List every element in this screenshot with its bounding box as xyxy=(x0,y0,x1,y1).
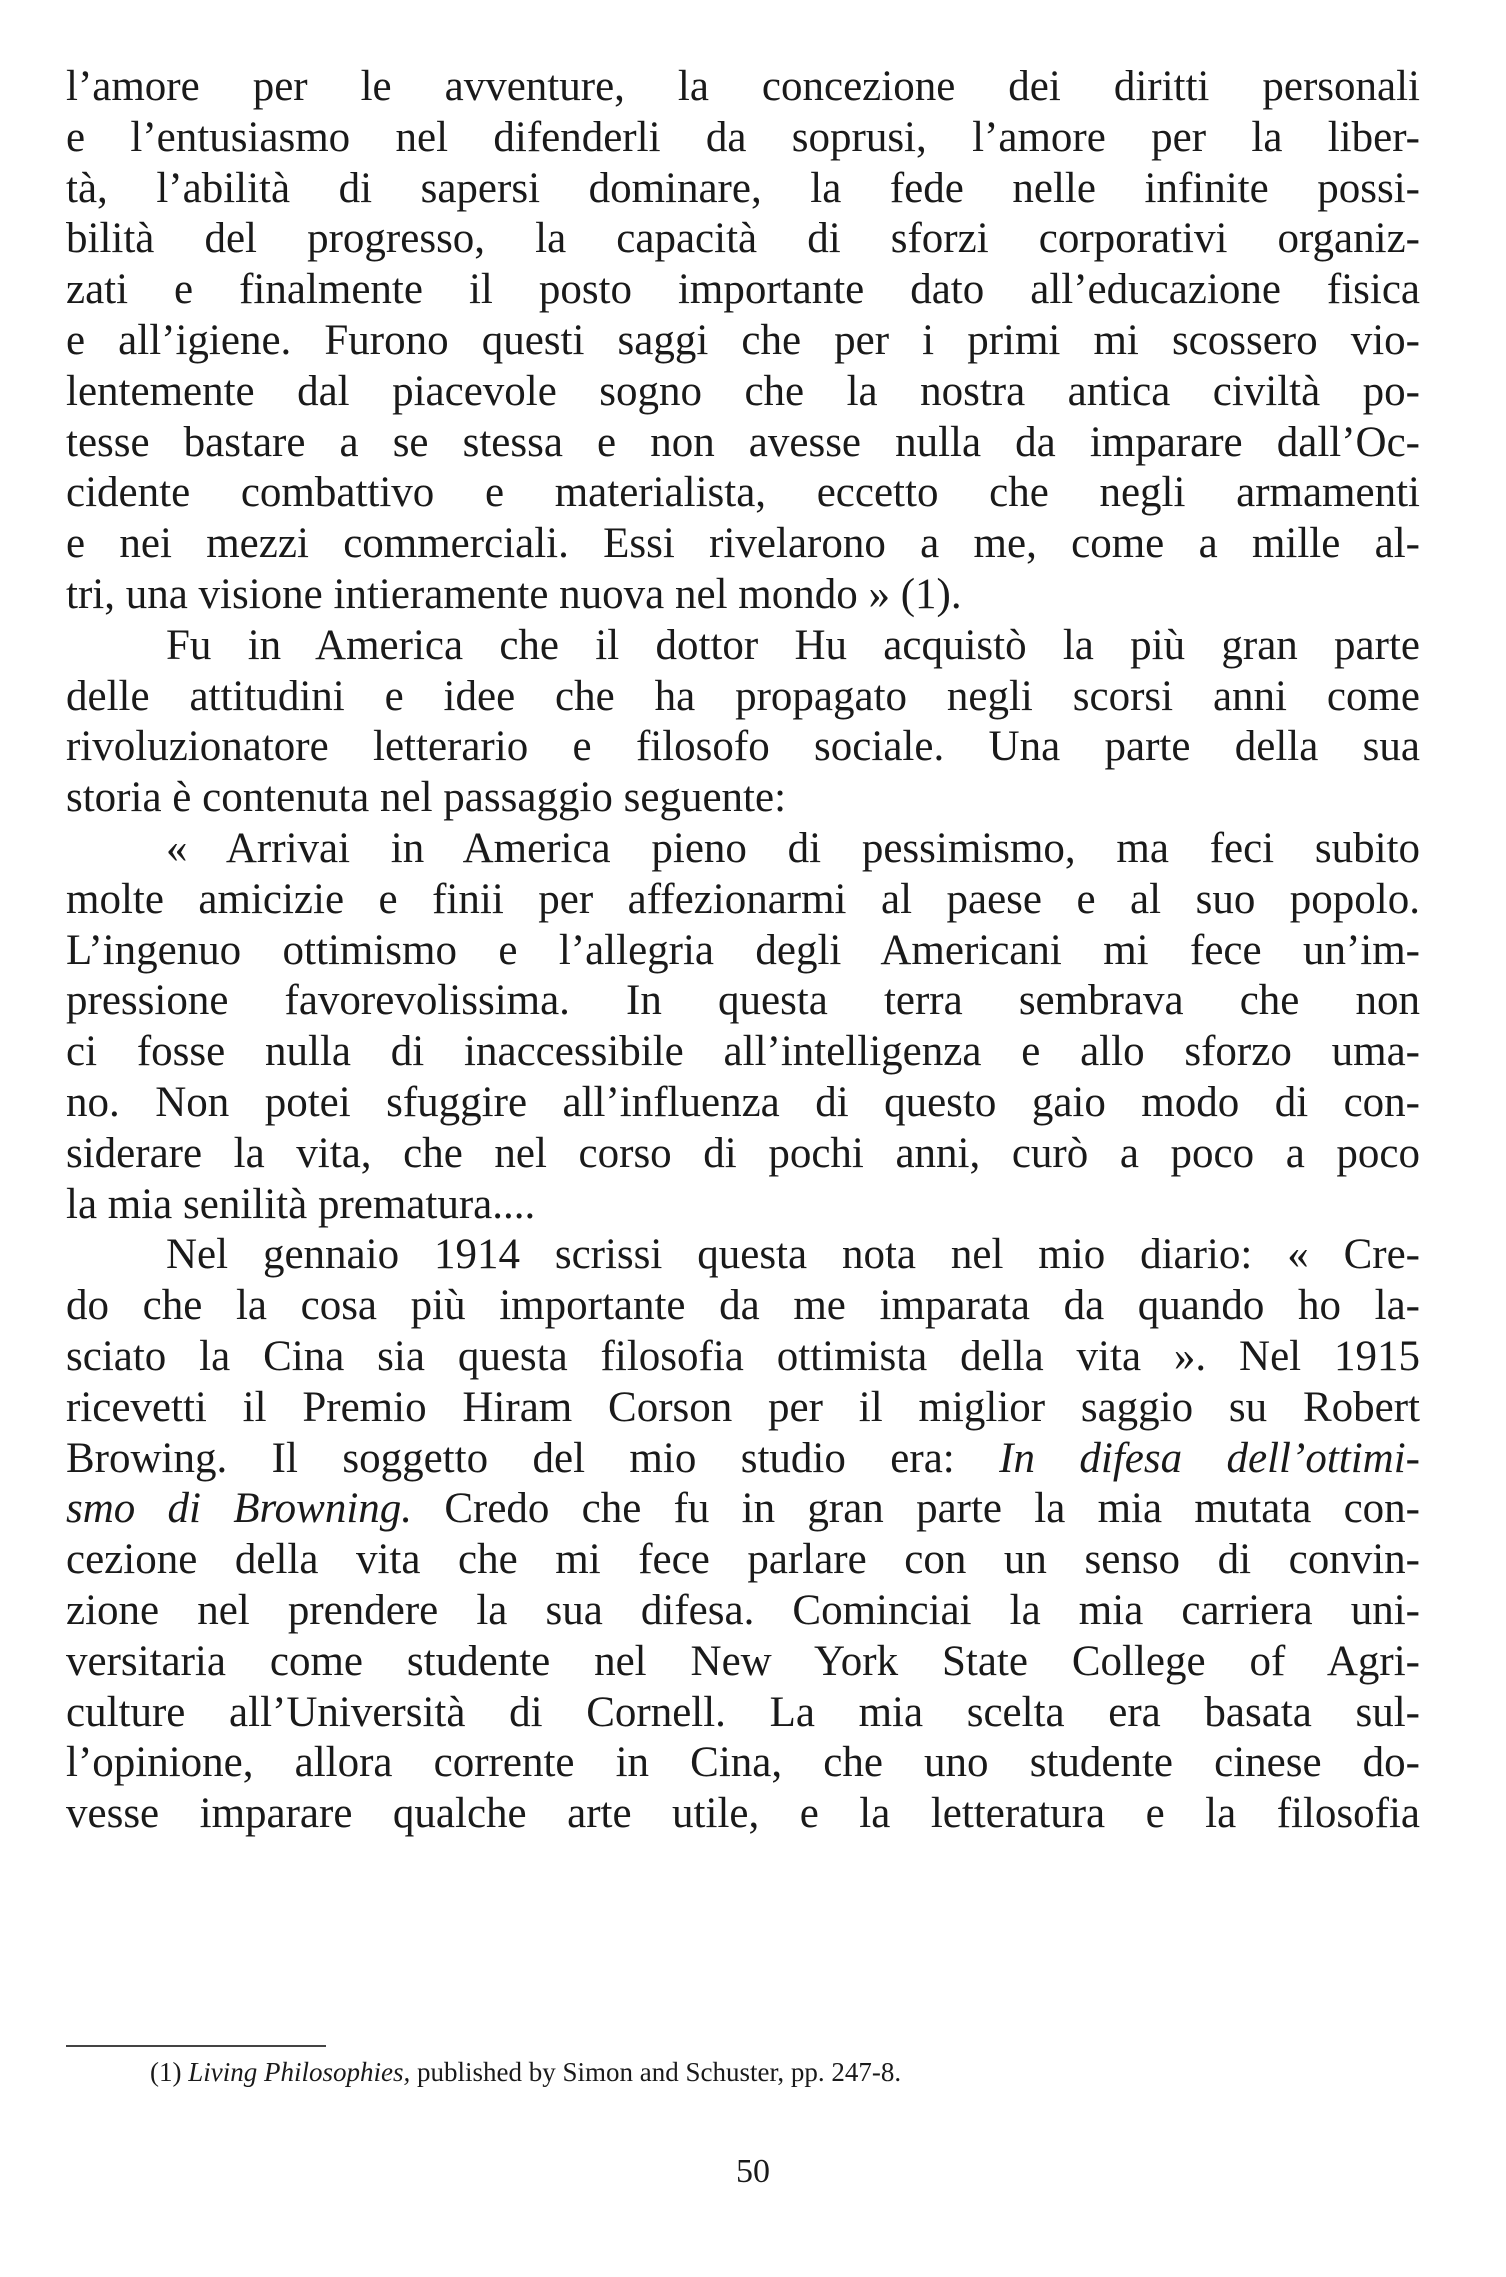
text-line: ricevetti il Premio Hiram Corson per il miglior saggio su Robert xyxy=(66,1384,1420,1431)
footnote xyxy=(150,2055,901,2089)
text-line: sciato la Cina sia questa filosofia ottimista della vita ». Nel 1915 xyxy=(66,1333,1420,1380)
text-line: e nei mezzi commerciali. Essi rivelarono a me, come a mille al- xyxy=(66,520,1420,567)
text-line: Fu in America che il dottor Hu acquistò la più gran parte xyxy=(166,622,1420,669)
text-line: l’amore per le avventure, la concezione dei diritti personali xyxy=(66,63,1420,110)
text-line: lentemente dal piacevole sogno che la nostra antica civiltà po- xyxy=(66,368,1420,415)
text-line: tesse bastare a se stessa e non avesse nulla da imparare dall’Oc- xyxy=(66,419,1420,466)
text-line: L’ingenuo ottimismo e l’allegria degli Americani mi fece un’im- xyxy=(66,927,1420,974)
text-line: zati e finalmente il posto importante dato all’educazione fisica xyxy=(66,266,1420,313)
text-line-segment: Credo che fu in gran parte la mia mutata con- xyxy=(444,1485,1420,1532)
text-line: l’opinione, allora corrente in Cina, che uno studente cinese do- xyxy=(66,1739,1420,1786)
text-line: tri, una visione intieramente nuova nel mondo » (1). xyxy=(66,571,962,618)
text-line: ci fosse nulla di inaccessibile all’intelligenza e allo sforzo uma- xyxy=(66,1028,1420,1075)
text-line: storia è contenuta nel passaggio seguente: xyxy=(66,774,787,821)
text-line: vesse imparare qualche arte utile, e la letteratura e la filosofia xyxy=(66,1790,1420,1837)
text-line: Nel gennaio 1914 scrissi questa nota nel mio diario: « Cre- xyxy=(166,1231,1420,1278)
text-line: versitaria come studente nel New York State College of Agri- xyxy=(66,1638,1420,1685)
text-line: molte amicizie e finii per affezionarmi al paese e al suo popolo. xyxy=(66,876,1420,923)
italic-title: In difesa dell’ottimi- xyxy=(999,1435,1420,1482)
italic-title: smo di Browning. xyxy=(66,1485,413,1532)
text-line: e all’igiene. Furono questi saggi che per i primi mi scossero vio- xyxy=(66,317,1420,364)
text-line: e l’entusiasmo nel difenderli da soprusi, l’amore per la liber- xyxy=(66,114,1420,161)
footnote-marker: (1) xyxy=(150,2057,182,2087)
text-line: « Arrivai in America pieno di pessimismo, ma feci subito xyxy=(166,825,1420,872)
text-line: culture all’Università di Cornell. La mia scelta era basata sul- xyxy=(66,1689,1420,1736)
footnote-text: published by Simon and Schuster, pp. 247-8. xyxy=(416,2057,902,2087)
text-line: la mia senilità prematura.... xyxy=(66,1181,536,1228)
page-number: 50 xyxy=(736,2153,770,2190)
text-line: delle attitudini e idee che ha propagato negli scorsi anni come xyxy=(66,673,1420,720)
text-line: siderare la vita, che nel corso di pochi anni, curò a poco a poco xyxy=(66,1130,1420,1177)
text-line: zione nel prendere la sua difesa. Cominciai la mia carriera uni- xyxy=(66,1587,1420,1634)
text-line xyxy=(66,1434,1420,1484)
text-line: cidente combattivo e materialista, eccetto che negli armamenti xyxy=(66,469,1420,516)
text-line: do che la cosa più importante da me imparata da quando ho la- xyxy=(66,1282,1420,1329)
text-line xyxy=(66,1484,1420,1534)
text-line-segment: Browing. Il soggetto del mio studio era: xyxy=(66,1435,955,1482)
text-line: rivoluzionatore letterario e filosofo sociale. Una parte della sua xyxy=(66,723,1420,770)
text-line: bilità del progresso, la capacità di sforzi corporativi organiz- xyxy=(66,215,1420,262)
footnote-divider xyxy=(66,2045,326,2047)
footnote-title: Living Philosophies, xyxy=(188,2057,411,2087)
text-line: pressione favorevolissima. In questa terra sembrava che non xyxy=(66,977,1420,1024)
text-line: tà, l’abilità di sapersi dominare, la fede nelle infinite possi- xyxy=(66,165,1420,212)
text-line: no. Non potei sfuggire all’influenza di questo gaio modo di con- xyxy=(66,1079,1420,1126)
text-line: cezione della vita che mi fece parlare con un senso di convin- xyxy=(66,1536,1420,1583)
